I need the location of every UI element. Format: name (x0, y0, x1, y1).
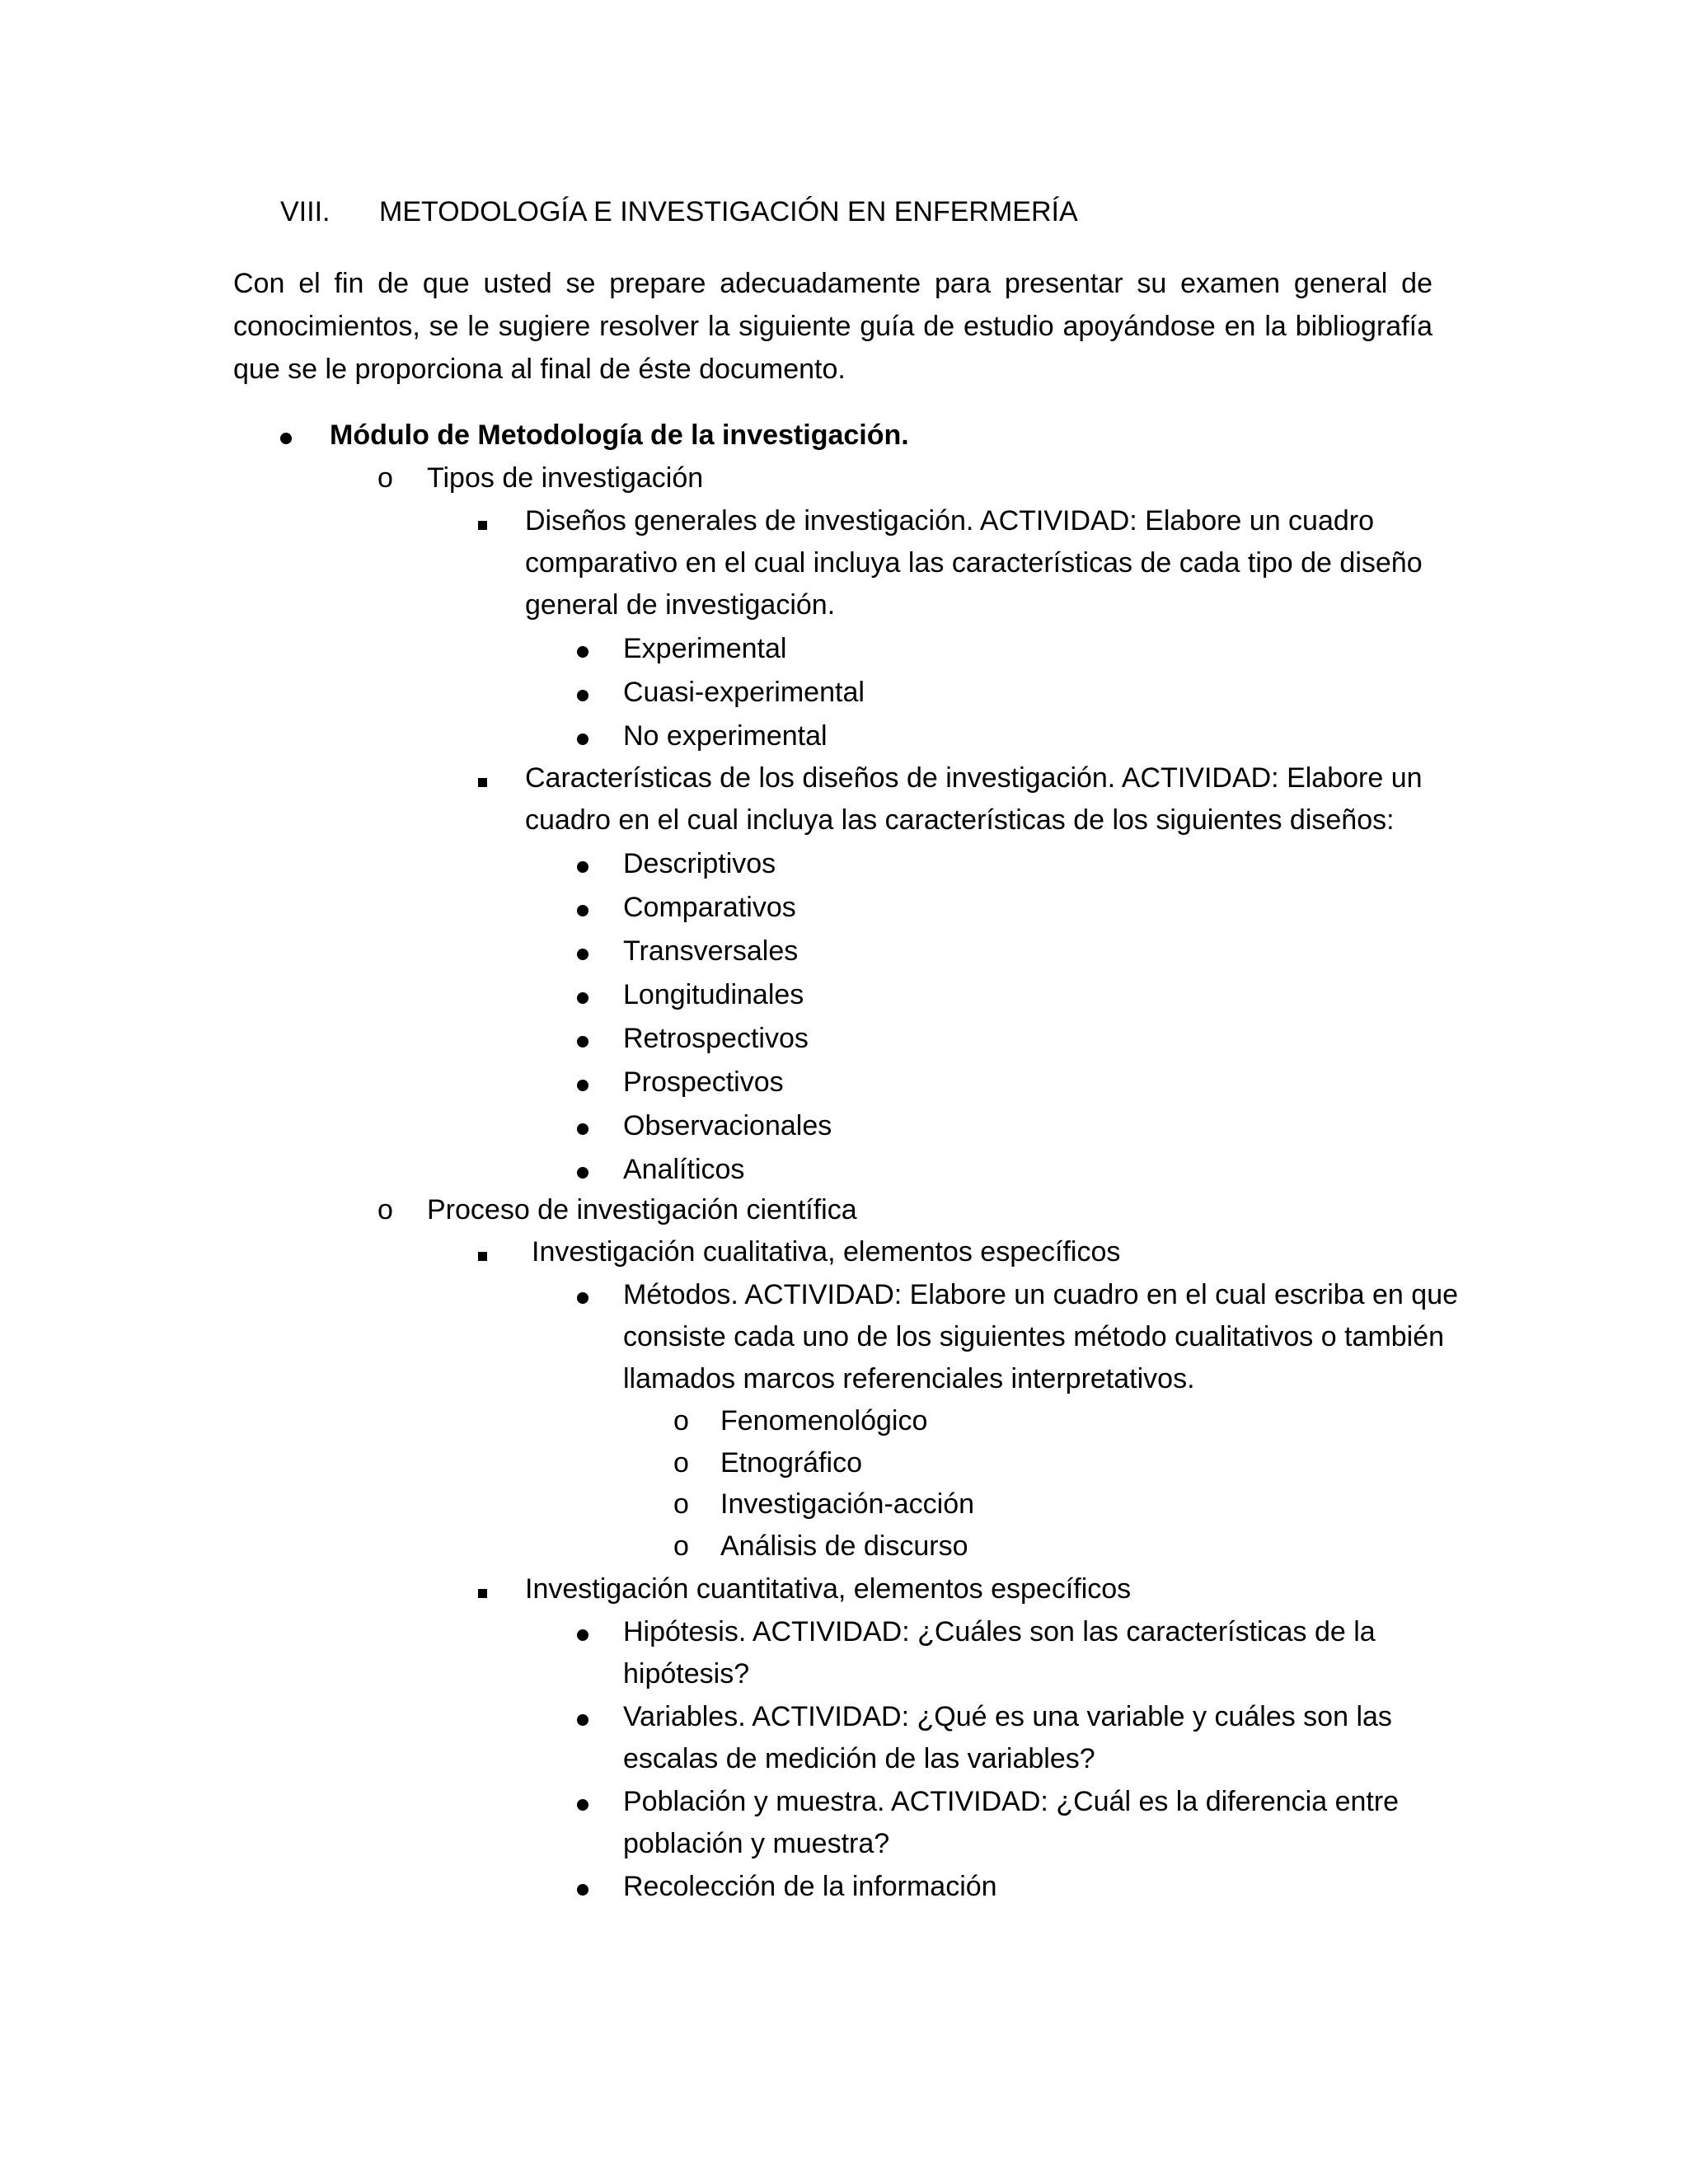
list-item: Recolección de la información (623, 1871, 997, 1902)
bullet-icon (577, 719, 588, 752)
list-item: Retrospectivos (623, 1023, 809, 1054)
list-item: Comparativos (623, 892, 796, 923)
list-item-text: población y muestra? (623, 1828, 890, 1859)
list-item-text: llamados marcos referenciales interpretativos. (623, 1363, 1195, 1394)
list-item-text: cuadro en el cual incluya las características de los siguientes diseños: (525, 804, 1395, 836)
list-item: Etnográfico (720, 1447, 862, 1479)
list-item-text: general de investigación. (525, 589, 836, 621)
bullet-icon (577, 1785, 588, 1818)
list-item-text: comparativo en el cual incluya las características de cada tipo de diseño (525, 547, 1423, 579)
bullet-icon (577, 1700, 588, 1733)
bullet-icon (577, 1109, 588, 1142)
circle-bullet-icon: o (377, 462, 393, 494)
list-item: Observacionales (623, 1110, 832, 1141)
circle-bullet-icon: o (673, 1488, 689, 1520)
list-item-text: Diseños generales de investigación. ACTIVIDAD: Elabore un cuadro (525, 505, 1375, 537)
list-item-text: escalas de medición de las variables? (623, 1743, 1095, 1774)
square-bullet-icon (478, 1572, 487, 1605)
list-item: Descriptivos (623, 848, 776, 879)
intro-paragraph (233, 262, 1432, 391)
bullet-icon (577, 1153, 588, 1186)
list-item: Investigación-acción (720, 1488, 975, 1520)
intro-line: Con el fin de que usted se prepare adecuadamente para presentar su examen general de (233, 268, 1432, 299)
list-item-text: Variables. ACTIVIDAD: ¿Qué es una variable y cuáles son las (623, 1701, 1392, 1732)
section-number: VIII. (280, 196, 331, 227)
list-item-cuantitativa: Investigación cuantitativa, elementos específicos (525, 1573, 1132, 1605)
list-item: Transversales (623, 935, 799, 967)
list-item-text: Hipótesis. ACTIVIDAD: ¿Cuáles son las características de la (623, 1616, 1376, 1647)
square-bullet-icon (478, 762, 487, 794)
square-bullet-icon (478, 1235, 487, 1268)
bullet-icon (577, 632, 588, 665)
bullet-icon (577, 1870, 588, 1903)
list-item: Prospectivos (623, 1066, 784, 1098)
list-item: Analíticos (623, 1154, 745, 1185)
bullet-icon (577, 891, 588, 924)
bullet-icon (577, 676, 588, 709)
list-item-tipos: Tipos de investigación (427, 462, 704, 494)
bullet-icon (577, 978, 588, 1011)
circle-bullet-icon: o (673, 1447, 689, 1479)
circle-bullet-icon: o (673, 1405, 689, 1436)
bullet-icon (577, 847, 588, 880)
bullet-icon (577, 1615, 588, 1648)
module-title: Módulo de Metodología de la investigación. (330, 419, 909, 451)
bullet-icon (577, 935, 588, 968)
section-title: METODOLOGÍA E INVESTIGACIÓN EN ENFERMERÍA (379, 196, 1078, 227)
list-item-cualitativa: Investigación cualitativa, elementos específicos (532, 1236, 1121, 1268)
bullet-icon (280, 419, 292, 452)
list-item-text: consiste cada uno de los siguientes método cualitativos o también (623, 1321, 1445, 1352)
list-item-text: Características de los diseños de investigación. ACTIVIDAD: Elabore un (525, 762, 1423, 794)
square-bullet-icon (478, 504, 487, 537)
list-item-text: hipótesis? (623, 1658, 750, 1690)
list-item-text: Métodos. ACTIVIDAD: Elabore un cuadro en el cual escriba en que (623, 1279, 1459, 1310)
circle-bullet-icon: o (673, 1530, 689, 1562)
circle-bullet-icon: o (377, 1194, 393, 1226)
list-item: Cuasi-experimental (623, 677, 865, 708)
list-item: Fenomenológico (720, 1405, 928, 1436)
list-item-text: Población y muestra. ACTIVIDAD: ¿Cuál es la diferencia entre (623, 1786, 1400, 1817)
bullet-icon (577, 1022, 588, 1055)
intro-line: conocimientos, se le sugiere resolver la siguiente guía de estudio apoyándose en la bibliografía (233, 311, 1432, 342)
intro-line: que se le proporciona al final de éste documento. (233, 354, 846, 385)
bullet-icon (577, 1066, 588, 1099)
list-item: Longitudinales (623, 979, 804, 1010)
list-item: Experimental (623, 633, 787, 664)
list-item-proceso: Proceso de investigación científica (427, 1194, 857, 1226)
list-item: Análisis de discurso (720, 1530, 968, 1562)
list-item: No experimental (623, 720, 828, 752)
bullet-icon (577, 1278, 588, 1311)
